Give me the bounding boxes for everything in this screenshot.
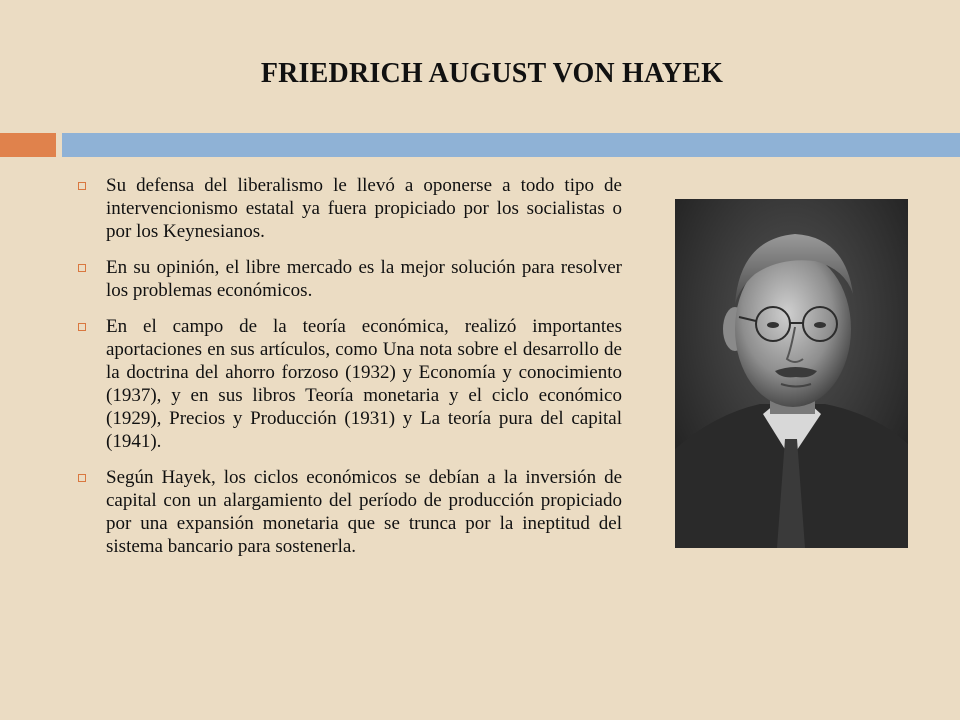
square-bullet-icon bbox=[78, 264, 86, 272]
bullet-text: En el campo de la teoría económica, realizó importantes aportaciones en sus artículos, como Una nota sobre el desarrollo de la doctrina del ahorro forzoso (1932) y Economía y conocimiento (1937), y en sus libros Teoría monetaria y el ciclo económico (1929), Precios y Producción (1931) y La teoría pura del capital (1941). bbox=[106, 316, 622, 452]
bullet-item bbox=[76, 315, 622, 453]
slide-title: FRIEDRICH AUGUST VON HAYEK bbox=[260, 58, 724, 89]
bullet-text: Su defensa del liberalismo le llevó a oponerse a todo tipo de intervencionismo estatal ya fuera propiciado por los socialistas o por los Keynesianos. bbox=[106, 175, 622, 242]
bullet-text: Según Hayek, los ciclos económicos se debían a la inversión de capital con un alargamiento del período de producción propiciado por una expansión monetaria que se trunca por la ineptitud del sistema bancario para sostenerla. bbox=[106, 467, 622, 557]
square-bullet-icon bbox=[78, 323, 86, 331]
portrait-photo-icon bbox=[675, 199, 908, 548]
portrait-photo bbox=[675, 199, 908, 548]
bullet-item bbox=[76, 466, 622, 558]
bullet-text: En su opinión, el libre mercado es la mejor solución para resolver los problemas económicos. bbox=[106, 257, 622, 301]
bullet-item bbox=[76, 256, 622, 302]
bullet-list bbox=[76, 174, 622, 571]
bullet-item bbox=[76, 174, 622, 243]
square-bullet-icon bbox=[78, 474, 86, 482]
accent-bar-blue bbox=[62, 133, 960, 157]
square-bullet-icon bbox=[78, 182, 86, 190]
accent-bar-orange bbox=[0, 133, 56, 157]
